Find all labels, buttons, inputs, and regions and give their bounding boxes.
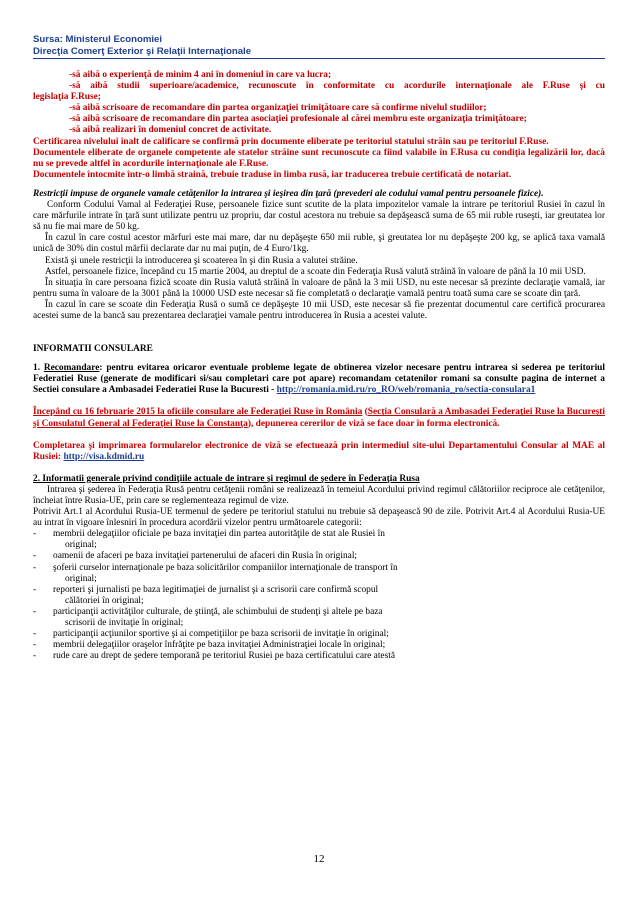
customs-title: Restricţii impuse de organele vamale cetăţenilor la intrarea şi ieşirea din ţară (prevederi ale codului vamal pentru persoanele fizice).	[33, 188, 544, 199]
list-item	[33, 651, 605, 662]
list-item	[33, 640, 605, 651]
list-item-text: şoferii curselor internaţionale pe baza solicitărilor companiilor internaţionale de transport în	[53, 562, 398, 573]
visa-kdmid-link[interactable]: http://visa.kdmid.ru	[63, 451, 145, 462]
header-rule	[33, 58, 605, 59]
requirement-2: -să aibă studii superioare/academice, recunoscute în conformitate cu acordurile internaţionale ale F.Ruse şi cu	[69, 81, 605, 92]
february-notice	[33, 407, 605, 429]
february-notice-paren: (	[362, 407, 368, 418]
list-item-text: rude care au drept de şedere temporană pe teritoriul Rusiei pe baza certificatului care atestă	[53, 651, 396, 662]
general-para-1: Intrarea şi şederea în Federaţia Rusă pentru cetăţenii români se realizează în temeiul Acordului privind regimul călătoriilor reciproce ale cetăţenilor, încheiat între Rusia-UE, prin care se reglementeaza regimul de vize.	[33, 484, 605, 506]
consular-section-link[interactable]: http://romania.mid.ru/ro_RO/web/romania_ro/sectia-consulara1	[276, 385, 536, 396]
certification-para-1: Certificarea nivelului înalt de calificare se confirmă prin documente eliberate pe teritoriul statului străin sau pe teritoriul F.Ruse.	[33, 136, 549, 147]
requirement-5: -să aibă realizari în domeniul concret de activitate.	[69, 125, 272, 136]
customs-para-4: Astfel, persoanele fizice, începând cu 15 martie 2004, au dreptul de a scoate din Federaţia Rusă valută străină în valoare de până la 10 mii USD.	[45, 266, 586, 277]
list-item-continuation: original;	[65, 540, 97, 551]
requirement-1: -să aibă o experienţă de minim 4 ani în domeniul în care va lucra;	[69, 70, 332, 80]
list-dash: -	[33, 551, 37, 562]
list-item-text: membrii delegaţiilor oraşelor înfrăţite pe baza invitaţiei Administraţiei locale în original;	[53, 640, 386, 651]
february-notice-offices: Secţia Consulară a Ambasadei Federaţiei Ruse la Bucureşti şi Consulatul General al Federaţiei Ruse la Constanţa	[33, 407, 606, 429]
customs-para-2: În cazul în care costul acestor mărfuri este mai mare, dar nu depăşeşte 650 mii ruble, şi greutatea lor nu depăşeşte 200 kg, se aplică taxa vamală unică de 30% din costul mărfii declarate dar nu mai puţin, de 4 Euro/1kg.	[33, 233, 605, 255]
list-dash: -	[33, 606, 37, 617]
general-para-2: Potrivit Art.1 al Acordului Rusia-UE termenul de şedere pe teritoriul statului nu trebuie să depaşească 90 de zile. Potrivit Art.4 al Acordului Rusia-UE au intrat în vigoare înlesniri în procedura acordării vizelor pentru următoarele categorii:	[33, 507, 605, 529]
customs-para-5: În situaţia în care persoana fizică scoate din Rusia valută străină în valoare de până la 3 mii USD, nu este necesar să prezinte declaraţie vamală, iar pentru suma în valoare de la 3001 până la 10000 USD este necesar să fie completată o declaraţie vamală pentru toată suma care se scoate din ţară.	[33, 277, 605, 299]
forms-notice-text: Completarea şi imprimarea formularelor electronice de viză se efectuează prin intermediul site-ului Departamentului Consular al MAE al Rusiei:	[33, 440, 605, 462]
recommendation-number: 1.	[33, 363, 41, 374]
requirement-4: -să aibă scrisoare de recomandare din partea asociaţiei profesionale al cărei membru este organizaţia trimiţătoare;	[69, 114, 527, 125]
list-item-text: reporteri şi jurnalisti pe baza legitimaţiei de jurnalist şi a scrisorii care confirmă scopul	[53, 584, 379, 595]
list-dash: -	[33, 529, 37, 540]
list-item-continuation: călătoriei în original;	[65, 595, 144, 606]
list-item	[33, 551, 605, 562]
requirement-3: -să aibă scrisoare de recomandare din partea organizaţiei trimiţătoare care să confirme nivelul studiilor;	[69, 103, 487, 114]
page-header	[33, 34, 605, 57]
list-item	[33, 563, 605, 585]
list-item-text: membrii delegaţiilor oficiale pe baza invitaţiei din partea autorităţile de stat ale Rusiei în	[53, 529, 385, 540]
document-body	[33, 70, 605, 662]
list-dash: -	[33, 640, 37, 651]
list-item	[33, 585, 605, 607]
list-item-text: oamenii de afaceri pe baza invitaţiei partenerului de afaceri din Rusia în original;	[53, 551, 358, 562]
list-dash: -	[33, 584, 37, 595]
list-item-continuation: scrisorii de invitaţie în original;	[65, 618, 184, 629]
forms-notice	[33, 441, 605, 463]
customs-para-1: Conform Codului Vamal al Federaţiei Ruse, persoanele fizice sunt scutite de la plata impozitelor vamale la intrare pe teritoriul Rusiei în cazul în care mărfurile intrate în ţară sunt utilizate pentru uz propriu, dar costul acestora nu trebuie sa depăşească suma de 65 mii ruble ruseşti, iar greutatea lor să nu fie mai mare de 50 kg.	[33, 200, 605, 233]
list-item	[33, 607, 605, 629]
list-item-text: participanţii activităţilor culturale, de ştiinţă, ale schimbului de studenţi şi altele pe baza	[53, 606, 383, 617]
header-direction: Direcţia Comerţ Exterior şi Relaţii Internaţionale	[33, 45, 252, 57]
recommendation-label: Recomandare	[43, 363, 100, 374]
requirement-2-cont: legislaţia F.Ruse;	[33, 92, 101, 103]
page-number: 12	[313, 853, 325, 865]
customs-para-6: În cazul în care se scoate din Federaţia Rusă o sumă ce depăşeşte 10 mii USD, este necesar să fie prezentat documentul care certifică procurarea acestei sume de la bancă sau prezentarea declaraţiei vamale pentru introducerea în Rusia a acestei valute.	[33, 299, 605, 321]
list-item-continuation: original;	[65, 573, 97, 584]
list-dash: -	[33, 629, 37, 640]
recommendation-text: : pentru evitarea oricaror eventuale probleme legate de obtinerea vizelor necesare pentru intrarea si sederea pe teritoriul Federatiei Ruse (generate de modificari si/sau completari care pot apare) recomandam cetatenilor romani sa consulte pagina de internet a Sectiei consulare a Ambasadei Federatiei Ruse la Bucuresti -	[33, 363, 605, 396]
customs-para-3: Există şi unele restricţii la introducerea şi scoaterea în şi din Rusia a valutei străine.	[45, 255, 358, 266]
consular-heading: INFORMATII CONSULARE	[33, 344, 153, 355]
category-list	[33, 529, 605, 662]
february-notice-lead: Începând cu 16 februarie 2015 la oficiile consulare ale Federaţiei Ruse în România	[33, 407, 363, 418]
list-item-text: participanţii acţiunilor sportive şi ai competiţiilor pe baza scrisorii de invitaţie în original;	[53, 629, 389, 640]
header-source: Sursa: Ministerul Economiei	[33, 34, 163, 45]
certification-para-3: Documentele întocmite într-o limbă straină, trebuie traduse în limba rusă, iar traducerea trebuie certificată de notariat.	[33, 169, 512, 180]
general-info-title: 2. Informatii generale privind condiţiile actuale de intrare şi regimul de şedere în Federaţia Rusa	[33, 473, 420, 484]
list-item	[33, 629, 605, 640]
list-dash: -	[33, 562, 37, 573]
list-item	[33, 529, 605, 551]
february-notice-tail: ), depunerea cererilor de viză se face doar în forma electronică.	[247, 418, 500, 429]
certification-para-2: Documentele eliberate de organele competente ale statelor străine sunt recunoscute ca fiind valabile în F.Rusa cu condiţia legalizării lor, dacă nu se prevede altfel în acordurile internaţionale ale F.Ruse.	[33, 147, 605, 169]
list-dash: -	[33, 651, 37, 662]
recommendation-para	[33, 363, 605, 396]
